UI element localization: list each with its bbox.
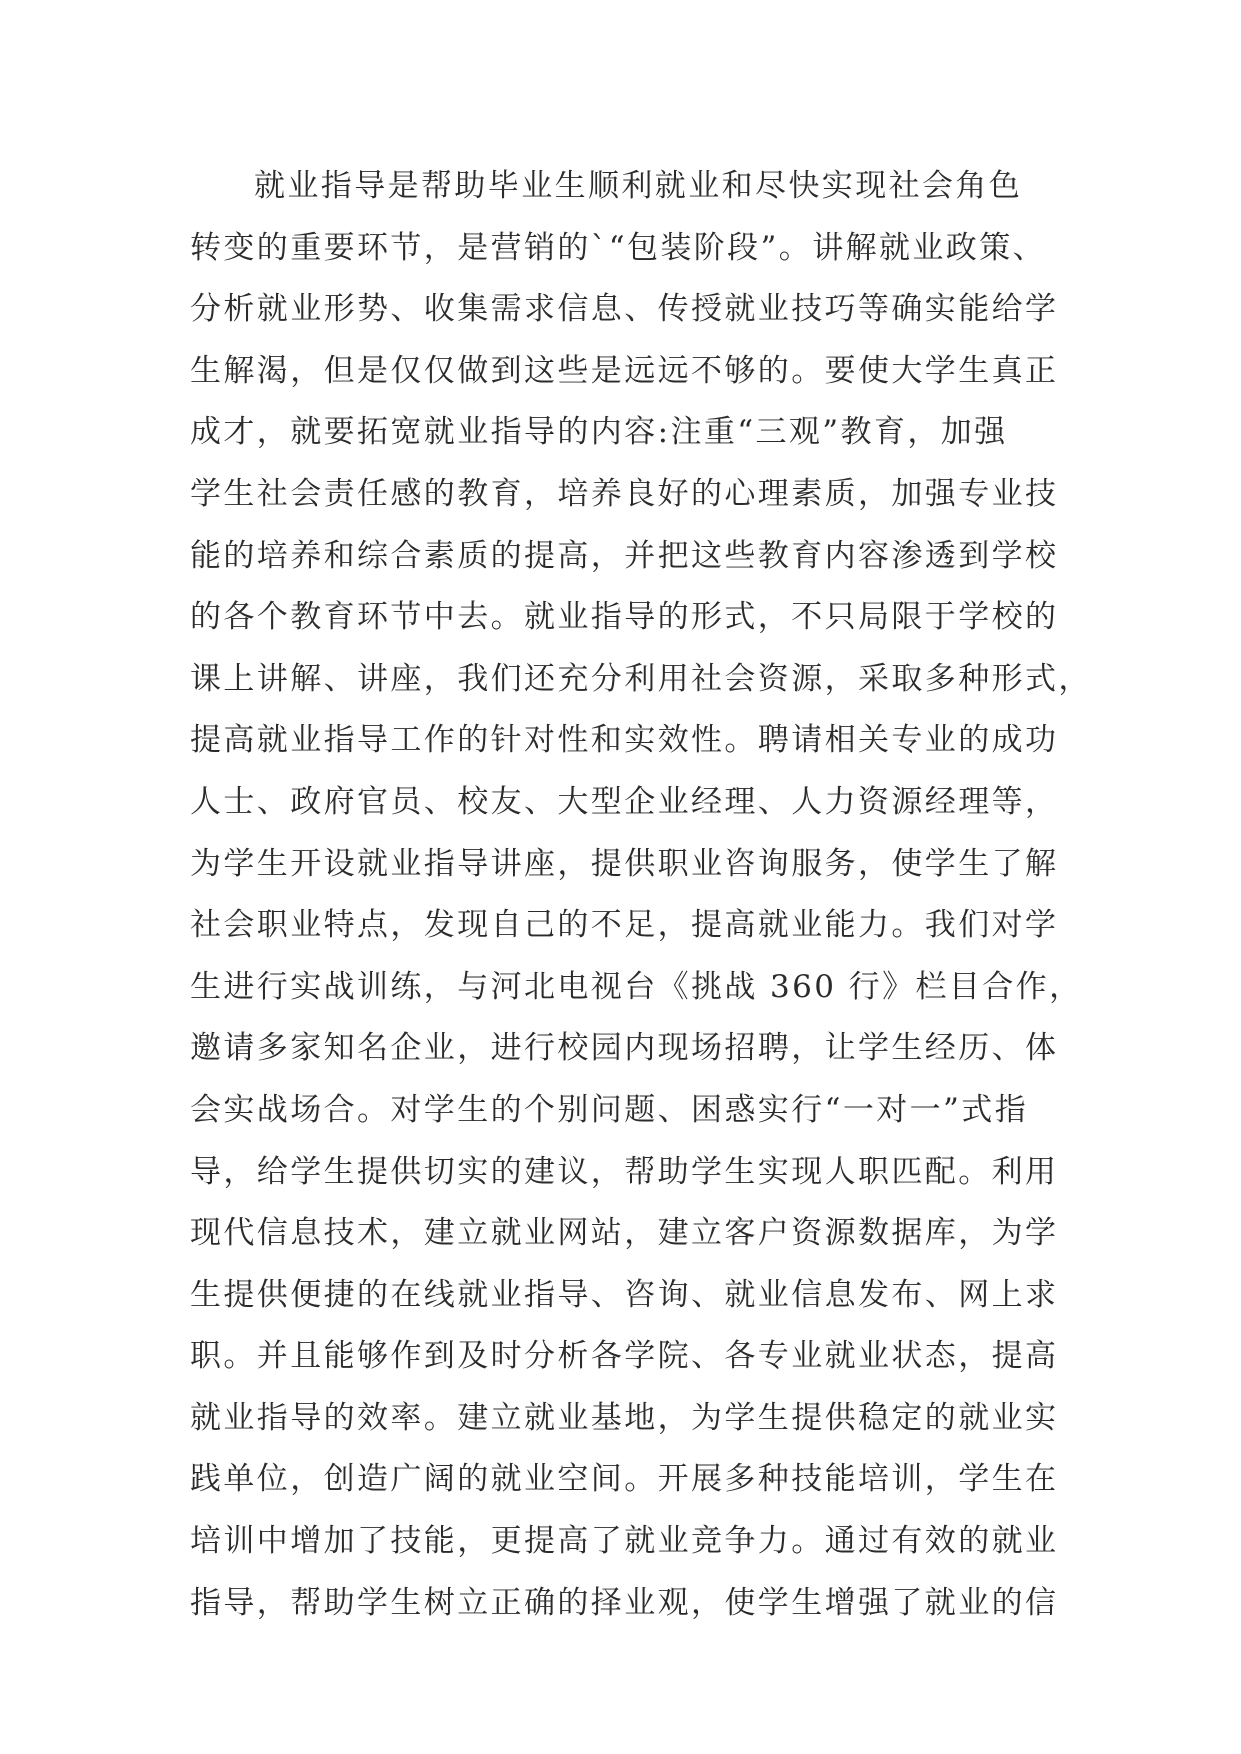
text-line: 生提供便捷的在线就业指导、咨询、就业信息发布、网上求 [190, 1276, 1059, 1313]
text-line: 转变的重要环节，是营销的`“包装阶段”。讲解就业政策、 [190, 229, 1046, 266]
text-line: 培训中增加了技能，更提高了就业竞争力。通过有效的就业 [190, 1523, 1059, 1560]
text-line: 生进行实战训练，与河北电视台《挑战 360 行》栏目合作， [190, 968, 1083, 1005]
text-line: 的各个教育环节中去。就业指导的形式，不只局限于学校的 [190, 599, 1059, 636]
body-paragraph [190, 156, 1090, 1634]
text-line: 现代信息技术，建立就业网站，建立客户资源数据库，为学 [190, 1215, 1059, 1252]
text-line: 社会职业特点，发现自己的不足，提高就业能力。我们对学 [190, 907, 1059, 944]
text-line: 就业指导的效率。建立就业基地，为学生提供稳定的就业实 [190, 1399, 1059, 1436]
text-line: 职。并且能够作到及时分析各学院、各专业就业状态，提高 [190, 1338, 1059, 1375]
text-line: 生解渴，但是仅仅做到这些是远远不够的。要使大学生真正 [190, 352, 1059, 389]
text-line: 就业指导是帮助毕业生顺利就业和尽快实现社会角色 [254, 168, 1023, 204]
text-line: 会实战场合。对学生的个别问题、困惑实行“一对一”式指 [190, 1091, 1029, 1128]
text-line: 成才，就要拓宽就业指导的内容:注重“三观”教育，加强 [190, 414, 1008, 451]
text-line: 指导，帮助学生树立正确的择业观，使学生增强了就业的信 [190, 1584, 1059, 1621]
text-line: 提高就业指导工作的针对性和实效性。聘请相关专业的成功 [190, 722, 1059, 759]
text-line: 学生社会责任感的教育，培养良好的心理素质，加强专业技 [190, 475, 1059, 512]
text-line: 邀请多家知名企业，进行校园内现场招聘，让学生经历、体 [190, 1030, 1059, 1067]
text-line: 践单位，创造广阔的就业空间。开展多种技能培训，学生在 [190, 1461, 1059, 1498]
text-line: 能的培养和综合素质的提高，并把这些教育内容渗透到学校 [190, 537, 1059, 574]
text-line: 分析就业形势、收集需求信息、传授就业技巧等确实能给学 [190, 291, 1059, 328]
text-line: 人士、政府官员、校友、大型企业经理、人力资源经理等， [190, 783, 1059, 820]
text-line: 课上讲解、讲座，我们还充分利用社会资源，采取多种形式， [190, 660, 1092, 697]
text-line: 为学生开设就业指导讲座，提供职业咨询服务，使学生了解 [190, 845, 1059, 882]
text-line: 导，给学生提供切实的建议，帮助学生实现人职匹配。利用 [190, 1153, 1059, 1190]
